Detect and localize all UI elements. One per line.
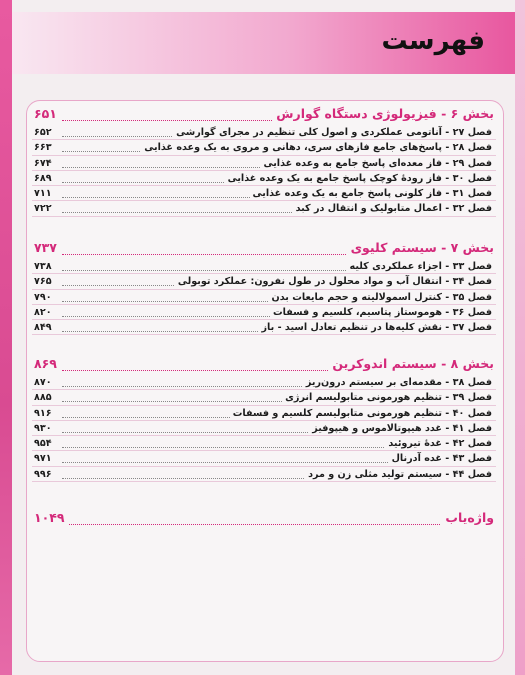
section-heading[interactable] <box>32 356 496 375</box>
chapter-row[interactable] <box>32 375 496 390</box>
chapter-row[interactable] <box>32 140 496 155</box>
chapter-row[interactable] <box>32 259 496 274</box>
chapter-page: ۶۵۲ <box>34 125 55 140</box>
row-divider <box>32 481 496 482</box>
chapter-label: فصل ۳۶ - هوموستاز پتاسیم، کلسیم و فسفات <box>270 305 492 320</box>
right-accent-bar <box>515 0 525 675</box>
page-title: فهرست <box>381 26 485 56</box>
chapter-page: ۸۸۵ <box>34 390 55 405</box>
chapter-label: فصل ۳۱ - فاز کلونی پاسخ جامع به یک وعده غذایی <box>250 186 492 201</box>
left-accent-bar <box>0 0 12 675</box>
chapter-row[interactable] <box>32 156 496 171</box>
section-page: ۷۳۷ <box>34 240 61 255</box>
chapter-page: ۸۴۹ <box>34 320 55 335</box>
section-title: بخش ۸ - سیستم اندوکرین <box>328 356 494 371</box>
section-page: ۶۵۱ <box>34 106 61 121</box>
chapter-row[interactable] <box>32 390 496 405</box>
chapter-page: ۷۹۰ <box>34 290 55 305</box>
chapter-page: ۸۲۰ <box>34 305 55 320</box>
chapter-label: فصل ۴۰ - تنظیم هورمونی متابولیسم کلسیم و فسفات <box>230 406 492 421</box>
chapter-label: فصل ۳۹ - تنظیم هورمونی متابولیسم انرژی <box>282 390 492 405</box>
chapter-label: فصل ۲۹ - فاز معده‌ای پاسخ جامع به وعده غذایی <box>260 156 492 171</box>
row-divider <box>32 334 496 335</box>
dotted-leader <box>66 524 448 525</box>
chapter-page: ۹۱۶ <box>34 406 55 421</box>
chapter-row[interactable] <box>32 406 496 421</box>
index-title: واژه‌یاب <box>441 510 494 525</box>
chapter-page: ۷۶۵ <box>34 274 55 289</box>
chapter-row[interactable] <box>32 305 496 320</box>
chapter-row[interactable] <box>32 421 496 436</box>
chapter-row[interactable] <box>32 467 496 482</box>
chapter-label: فصل ۲۷ - آناتومی عملکردی و اصول کلی تنظیم در مجرای گوارشی <box>173 125 492 140</box>
chapter-row[interactable] <box>32 320 496 335</box>
section-8 <box>32 356 496 482</box>
index-heading[interactable] <box>32 510 496 530</box>
chapter-page: ۷۳۸ <box>34 259 55 274</box>
chapter-row[interactable] <box>32 171 496 186</box>
row-divider <box>32 216 496 217</box>
chapter-page: ۶۷۴ <box>34 156 55 171</box>
chapter-row[interactable] <box>32 436 496 451</box>
chapter-row[interactable] <box>32 290 496 305</box>
chapter-label: فصل ۴۴ - سیستم تولید مثلی زن و مرد <box>305 467 492 482</box>
chapter-label: فصل ۴۲ - غدۀ تیروئید <box>385 436 492 451</box>
chapter-label: فصل ۳۵ - کنترل اسمولالیته و حجم مایعات بدن <box>269 290 492 305</box>
chapter-row[interactable] <box>32 186 496 201</box>
section-title: بخش ۶ - فیزیولوژی دستگاه گوارش <box>272 106 494 121</box>
section-heading[interactable] <box>32 106 496 125</box>
section-page: ۸۶۹ <box>34 356 61 371</box>
chapter-label: فصل ۳۷ - نقش کلیه‌ها در تنظیم تعادل اسید - باز <box>259 320 492 335</box>
chapter-label: فصل ۳۴ - انتقال آب و مواد محلول در طول نفرون: عملکرد توبولی <box>175 274 492 289</box>
chapter-page: ۹۵۴ <box>34 436 55 451</box>
chapter-page: ۷۲۲ <box>34 201 55 216</box>
chapter-row[interactable] <box>32 201 496 216</box>
section-7 <box>32 240 496 335</box>
chapter-row[interactable] <box>32 125 496 140</box>
chapter-label: فصل ۳۲ - اعمال متابولیک و انتقال در کبد <box>293 201 492 216</box>
section-heading[interactable] <box>32 240 496 259</box>
chapter-page: ۷۱۱ <box>34 186 55 201</box>
page-header <box>12 12 515 74</box>
chapter-page: ۹۳۰ <box>34 421 55 436</box>
section-title: بخش ۷ - سیستم کلیوی <box>347 240 494 255</box>
chapter-page: ۶۸۹ <box>34 171 55 186</box>
chapter-page: ۹۹۶ <box>34 467 55 482</box>
chapter-label: فصل ۳۸ - مقدمه‌ای بر سیستم درون‌ریز <box>303 375 492 390</box>
chapter-label: فصل ۳۰ - فاز رودهٔ کوچک پاسخ جامع به یک وعده غذایی <box>225 171 492 186</box>
chapter-page: ۹۷۱ <box>34 451 55 466</box>
index-page: ۱۰۴۹ <box>34 510 69 525</box>
chapter-label: فصل ۴۱ - غدد هیپوتالاموس و هیپوفیز <box>309 421 492 436</box>
chapter-label: فصل ۳۳ - اجزاء عملکردی کلیه <box>347 259 492 274</box>
chapter-page: ۶۶۳ <box>34 140 55 155</box>
chapter-label: فصل ۴۳ - غده آدرنال <box>389 451 492 466</box>
chapter-row[interactable] <box>32 451 496 466</box>
chapter-row[interactable] <box>32 274 496 289</box>
chapter-label: فصل ۲۸ - پاسخ‌های جامع فازهای سری، دهانی و مروی به یک وعده غذایی <box>141 140 492 155</box>
chapter-page: ۸۷۰ <box>34 375 55 390</box>
section-6 <box>32 106 496 217</box>
